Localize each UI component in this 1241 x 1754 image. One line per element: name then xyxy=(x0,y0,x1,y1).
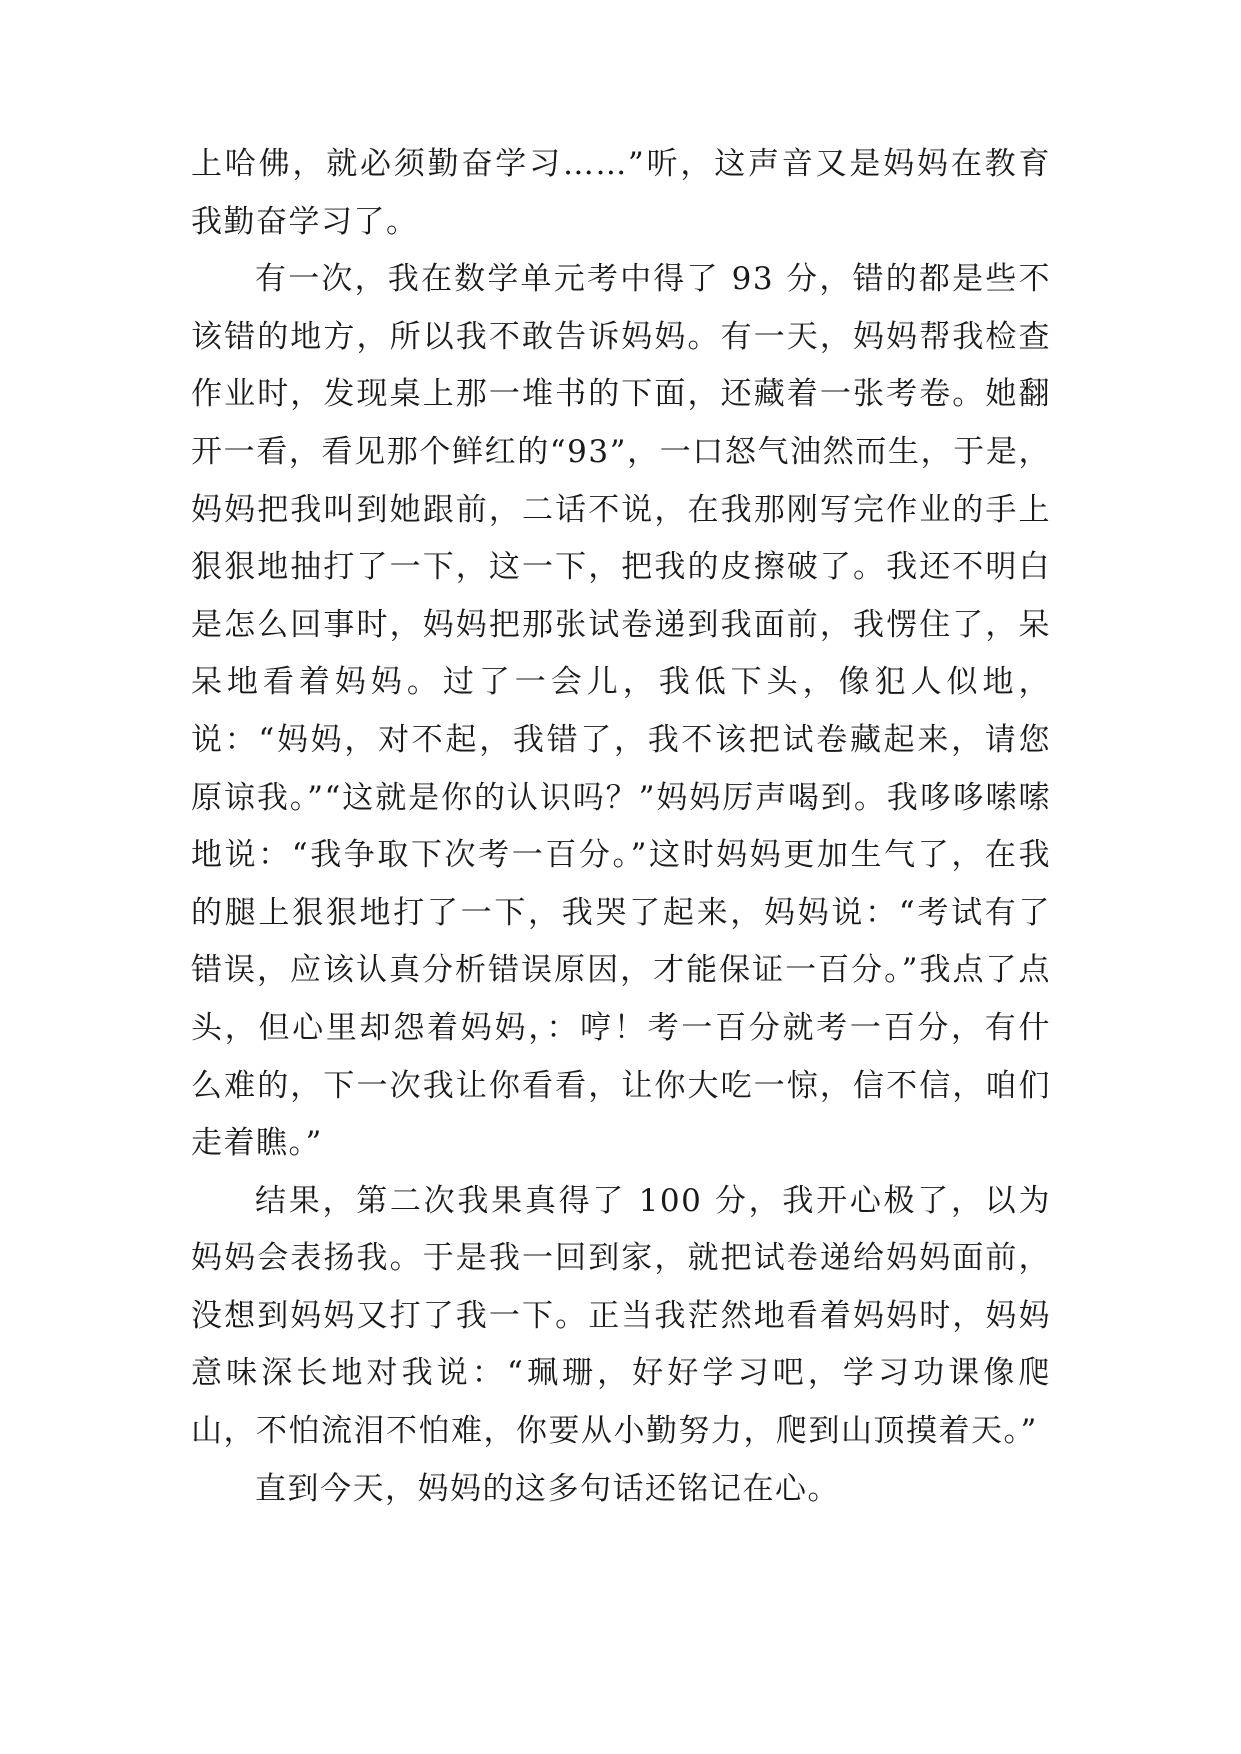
paragraph-conclusion: 直到今天，妈妈的这多句话还铭记在心。 xyxy=(255,1470,840,1507)
document-page xyxy=(191,136,1051,1518)
paragraph-exam-100: 结果，第二次我果真得了 100 分，我开心极了，以为妈妈会表扬我。于是我一回到家，就把试卷递给妈妈面前，没想到妈妈又打了我一下。正当我茫然地看着妈妈时，妈妈意味深长地对我说：“珮珊，好好学习吧，学习功课像爬山，不怕流泪不怕难，你要从小勤努力，爬到山顶摸着天。” xyxy=(191,1182,1051,1450)
paragraph-intro-continuation: 上哈佛，就必须勤奋学习……”听，这声音又是妈妈在教育我勤奋学习了。 xyxy=(191,146,1051,240)
paragraph-exam-93: 有一次，我在数学单元考中得了 93 分，错的都是些不该错的地方，所以我不敢告诉妈妈。有一天，妈妈帮我检查作业时，发现桌上那一堆书的下面，还藏着一张考卷。她翻开一看，看见那个鲜红的“93”，一口怒气油然而生，于是，妈妈把我叫到她跟前，二话不说，在我那刚写完作业的手上狠狠地抽打了一下，这一下，把我的皮擦破了。我还不明白是怎么回事时，妈妈把那张试卷递到我面前，我愣住了，呆呆地看着妈妈。过了一会儿，我低下头，像犯人似地，说：“妈妈，对不起，我错了，我不该把试卷藏起来，请您原谅我。”“这就是你的认识吗？”妈妈厉声喝到。我哆哆嗦嗦地说：“我争取下次考一百分。”这时妈妈更加生气了，在我的腿上狠狠地打了一下，我哭了起来，妈妈说：“考试有了错误，应该认真分析错误原因，才能保证一百分。”我点了点头，但心里却怨着妈妈，：哼！考一百分就考一百分，有什么难的，下一次我让你看看，让你大吃一惊，信不信，咱们走着瞧。” xyxy=(191,261,1051,1162)
